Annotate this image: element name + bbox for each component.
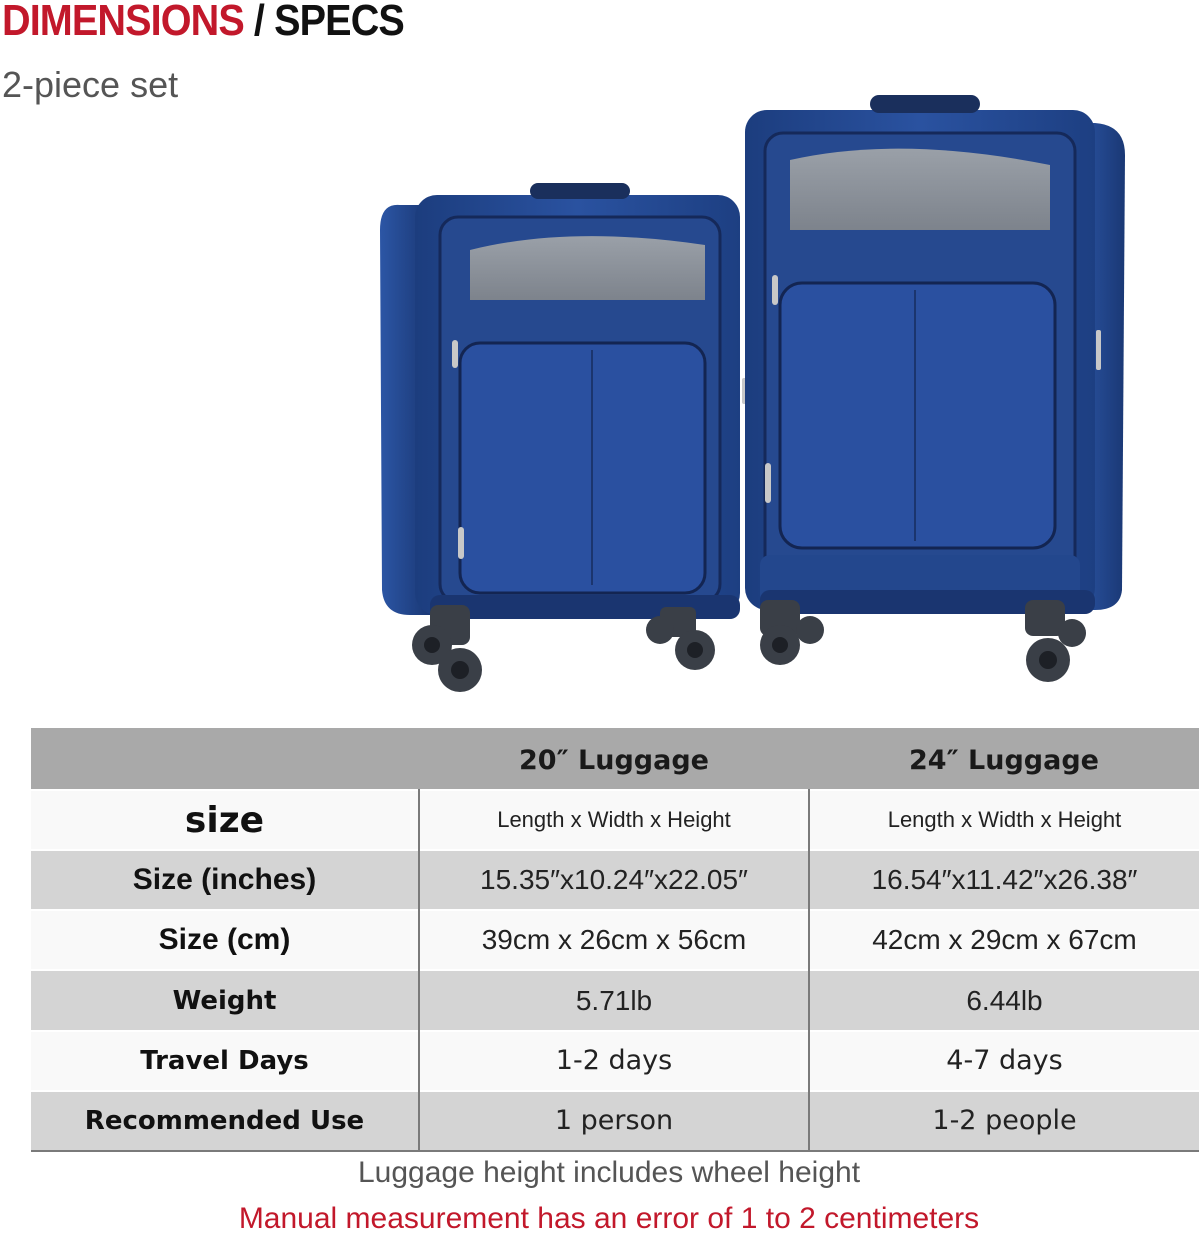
row-label: Recommended Use [31,1091,419,1151]
cell-20-luggage: 5.71lb [419,970,809,1030]
cell-24-luggage: 6.44lb [966,984,1043,1016]
column-header-24-luggage: 24″ Luggage [909,745,1099,776]
row-label: size [31,790,419,850]
row-label: Travel Days [31,1031,419,1091]
cell-20-luggage: 1-2 days [419,1031,809,1091]
wheel-height-note: Luggage height includes wheel height [357,1156,861,1189]
cell-20-luggage: Length x Width x Height [419,790,809,850]
title-dimensions: DIMENSIONS [2,0,244,45]
table-row [31,910,1199,970]
cell-24-luggage: 42cm x 29cm x 67cm [872,924,1137,956]
page-subtitle: 2-piece set [2,64,179,105]
page-title [2,0,404,46]
specs-table [31,728,1199,1152]
table-row [31,790,1199,850]
cell-24-luggage: Length x Width x Height [887,807,1122,833]
cell-20-luggage: 39cm x 26cm x 56cm [419,910,809,970]
table-row [31,1031,1199,1091]
suitcase-24-inch [745,95,1125,682]
measurement-error-note: Manual measurement has an error of 1 to 2 centimeters [238,1202,980,1235]
title-separator: / [243,0,275,45]
luggage-photo [360,85,1140,705]
title-specs: SPECS [274,0,404,45]
suitcase-20-inch [380,183,747,692]
table-row [31,1091,1199,1151]
column-header-label [31,728,419,790]
cell-24-luggage: 16.54″x11.42″x26.38″ [871,864,1138,896]
table-header-row [31,728,1199,790]
row-label: Size (cm) [31,910,419,970]
table-row [31,850,1199,910]
cell-24-luggage: 1-2 people [932,1105,1077,1137]
column-header-20-luggage: 20″ Luggage [519,745,709,776]
cell-24-luggage: 4-7 days [946,1045,1063,1077]
cell-20-luggage: 1 person [419,1091,809,1151]
row-label: Size (inches) [31,850,419,910]
table-row [31,970,1199,1030]
row-label: Weight [31,970,419,1030]
cell-20-luggage: 15.35″x10.24″x22.05″ [419,850,809,910]
